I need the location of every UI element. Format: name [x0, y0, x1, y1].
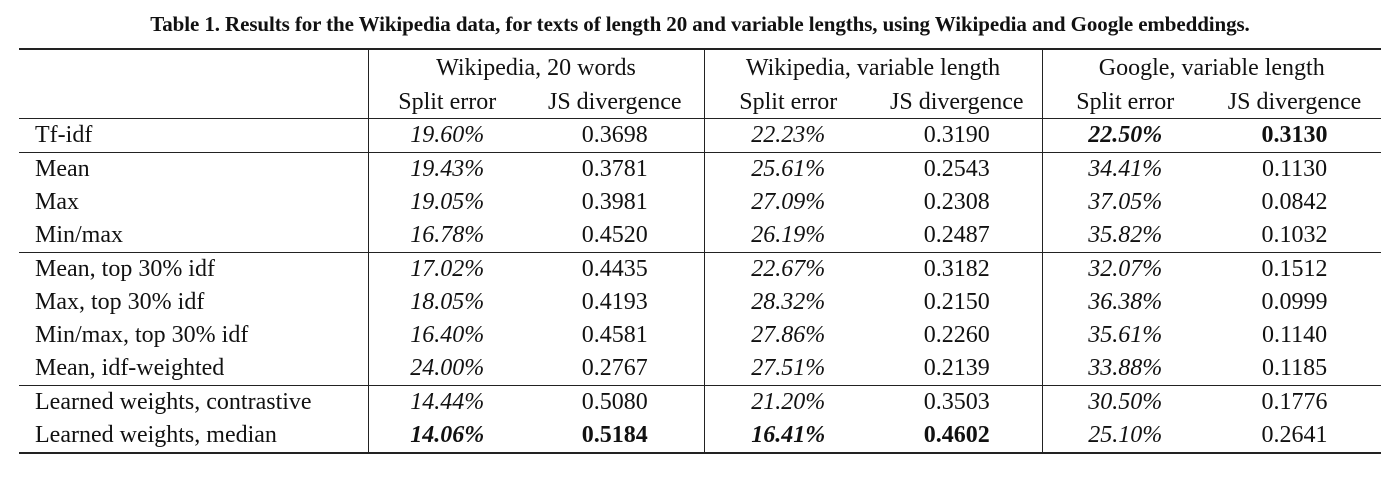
results-table: [19, 48, 1381, 454]
row-label: Min/max: [19, 219, 368, 253]
cell-js-divergence: 0.2543: [872, 153, 1042, 187]
cell-split-error: 28.32%: [751, 289, 826, 315]
cell-js-divergence: 0.1032: [1261, 222, 1328, 248]
table-row: [19, 386, 1381, 420]
cell-js-divergence: 0.0842: [1261, 189, 1328, 215]
table-row: [19, 119, 1381, 153]
cell-js-divergence: 0.2260: [872, 319, 1042, 352]
cell-js-divergence: 0.1776: [1208, 386, 1381, 420]
table-row: [19, 352, 1381, 386]
cell-js-divergence: 0.2139: [872, 352, 1042, 386]
row-label: Learned weights, contrastive: [19, 386, 368, 420]
table-caption: Table 1. Results for the Wikipedia data, for texts of length 20 and variable lengths, using Wikipedia and Google embeddings.: [150, 12, 1250, 36]
row-label: Learned weights, median: [19, 419, 368, 453]
cell-split-error: 22.67%: [704, 253, 872, 287]
table-row: [19, 319, 1381, 352]
table-row: [19, 253, 1381, 287]
cell-split-error: 27.51%: [751, 355, 826, 381]
cell-split-error: 25.10%: [1042, 419, 1208, 453]
cell-js-divergence: 0.3981: [526, 186, 704, 219]
cell-js-divergence: 0.5080: [526, 386, 704, 420]
row-label: Max, top 30% idf: [19, 286, 368, 319]
subheader-row: [19, 86, 1381, 119]
subheader-empty-cell: [19, 86, 368, 119]
cell-js-divergence: 0.0999: [1261, 289, 1328, 315]
cell-split-error: 33.88%: [1088, 355, 1163, 381]
cell-split-error-best: 22.50%: [1042, 119, 1208, 153]
cell-js-divergence: 0.1185: [1261, 355, 1328, 381]
cell-split-error: 17.02%: [368, 253, 526, 287]
cell-split-error: 30.50%: [1042, 386, 1208, 420]
row-label: Mean, idf-weighted: [19, 352, 368, 386]
cell-js-divergence: 0.1512: [1208, 253, 1381, 287]
cell-split-error: 16.78%: [410, 222, 485, 248]
cell-split-error: 24.00%: [410, 355, 485, 381]
cell-split-error: 25.61%: [704, 153, 872, 187]
cell-js-divergence: 0.2767: [526, 352, 704, 386]
cell-js-divergence-best: 0.4602: [872, 419, 1042, 453]
cell-js-divergence-best: 0.3130: [1208, 119, 1381, 153]
group-wikipedia-20: Wikipedia, 20 words: [368, 49, 704, 86]
cell-split-error: 37.05%: [1088, 189, 1163, 215]
table-row: [19, 153, 1381, 187]
table-row: [19, 219, 1381, 253]
cell-js-divergence: 0.3190: [872, 119, 1042, 153]
cell-split-error: 14.44%: [368, 386, 526, 420]
cell-split-error: 36.38%: [1088, 289, 1163, 315]
row-label: Mean: [19, 153, 368, 187]
table-row: [19, 286, 1381, 319]
cell-split-error: 19.60%: [368, 119, 526, 153]
cell-js-divergence: 0.2308: [872, 186, 1042, 219]
cell-split-error: 22.23%: [704, 119, 872, 153]
cell-split-error: 27.86%: [751, 322, 826, 348]
cell-js-divergence: 0.2487: [872, 219, 1042, 253]
cell-js-divergence: 0.4581: [526, 319, 704, 352]
cell-js-divergence: 0.2641: [1208, 419, 1381, 453]
table-row: [19, 419, 1381, 453]
cell-split-error-best: 14.06%: [368, 419, 526, 453]
row-label: Tf-idf: [19, 119, 368, 153]
subheader-js-divergence: JS divergence: [526, 86, 704, 119]
cell-js-divergence: 0.1140: [1261, 322, 1328, 348]
row-label: Mean, top 30% idf: [19, 253, 368, 287]
row-label: Max: [19, 186, 368, 219]
subheader-split-error: Split error: [739, 89, 838, 115]
cell-split-error-best: 16.41%: [704, 419, 872, 453]
cell-split-error: 19.05%: [410, 189, 485, 215]
header-empty-cell: [19, 49, 368, 86]
subheader-js-divergence: JS divergence: [1227, 89, 1362, 115]
cell-js-divergence: 0.3503: [872, 386, 1042, 420]
cell-js-divergence: 0.3182: [872, 253, 1042, 287]
cell-js-divergence: 0.3698: [526, 119, 704, 153]
group-header-row: [19, 49, 1381, 86]
cell-split-error: 16.40%: [410, 322, 485, 348]
cell-js-divergence: 0.1130: [1208, 153, 1381, 187]
group-wikipedia-variable: Wikipedia, variable length: [704, 49, 1042, 86]
cell-split-error: 19.43%: [368, 153, 526, 187]
results-table-container: [19, 48, 1381, 454]
subheader-split-error: Split error: [1076, 89, 1175, 115]
cell-js-divergence: 0.3781: [526, 153, 704, 187]
table-row: [19, 186, 1381, 219]
cell-js-divergence: 0.2150: [872, 286, 1042, 319]
cell-split-error: 26.19%: [751, 222, 826, 248]
cell-js-divergence: 0.4435: [526, 253, 704, 287]
cell-split-error: 34.41%: [1042, 153, 1208, 187]
cell-split-error: 27.09%: [751, 189, 826, 215]
cell-split-error: 35.82%: [1088, 222, 1163, 248]
subheader-split-error: Split error: [398, 89, 497, 115]
row-label: Min/max, top 30% idf: [19, 319, 368, 352]
subheader-js-divergence: JS divergence: [872, 86, 1042, 119]
cell-split-error: 35.61%: [1088, 322, 1163, 348]
cell-js-divergence: 0.4520: [526, 219, 704, 253]
cell-js-divergence: 0.4193: [526, 286, 704, 319]
group-google-variable: Google, variable length: [1042, 49, 1381, 86]
cell-js-divergence-best: 0.5184: [526, 419, 704, 453]
cell-split-error: 18.05%: [410, 289, 485, 315]
cell-split-error: 32.07%: [1042, 253, 1208, 287]
cell-split-error: 21.20%: [704, 386, 872, 420]
